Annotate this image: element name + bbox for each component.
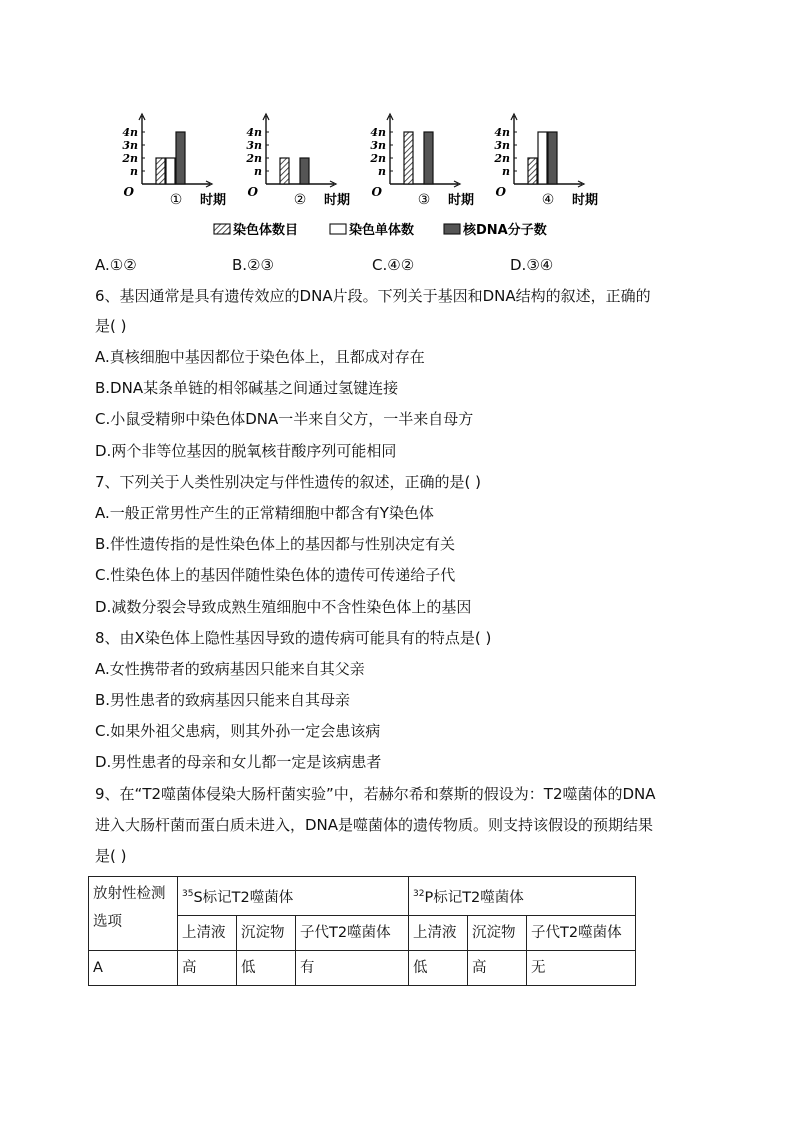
table-sub-header: 沉淀物	[468, 915, 527, 950]
bar-chromatid-count	[166, 158, 175, 184]
table-group-label: S标记T2噬菌体	[193, 889, 294, 906]
q6-option-b[interactable]: B.DNA某条单链的相邻碱基之间通过氢键连接	[95, 379, 399, 397]
legend-swatch	[444, 224, 460, 234]
q8-option-b[interactable]: B.男性患者的致病基因只能来自其母亲	[95, 691, 351, 709]
panel-number: ①	[169, 192, 183, 208]
q8-option-a[interactable]: A.女性携带者的致病基因只能来自其父亲	[95, 660, 365, 678]
origin-label: O	[495, 185, 506, 199]
bar-chromosome-count	[156, 158, 165, 184]
isotope-superscript: 35	[182, 889, 194, 899]
y-tick-label: 4n	[122, 126, 138, 139]
q8-option-d[interactable]: D.男性患者的母亲和女儿都一定是该病患者	[95, 753, 382, 771]
panel-number: ③	[417, 192, 431, 208]
q9-stem-line3: 是( )	[95, 847, 127, 865]
q7-option-a[interactable]: A.一般正常男性产生的正常精细胞中都含有Y染色体	[95, 504, 434, 522]
q7-option-d[interactable]: D.减数分裂会导致成熟生殖细胞中不含性染色体上的基因	[95, 598, 472, 616]
figure-panel	[369, 114, 474, 208]
chromosome-dna-bar-figure	[118, 100, 638, 248]
bar-chromatid-count	[538, 132, 547, 184]
x-axis-label: 时期	[324, 193, 351, 208]
origin-label: O	[123, 185, 134, 199]
x-axis-label: 时期	[448, 193, 475, 208]
table-cell: 低	[409, 950, 468, 985]
y-tick-label: n	[254, 165, 262, 178]
table-sub-header: 上清液	[409, 915, 468, 950]
isotope-superscript: 32	[413, 889, 425, 899]
table-cell: 低	[237, 950, 296, 985]
q5-options	[95, 256, 655, 276]
y-tick-label: 2n	[246, 152, 262, 165]
table-group-35s	[178, 877, 409, 916]
q9-results-table	[88, 876, 636, 986]
q9-stem-line2: 进入大肠杆菌而蛋白质未进入，DNA是噬菌体的遗传物质。则支持该假设的预期结果	[95, 816, 654, 834]
bar-chromosome-count	[280, 158, 289, 184]
legend-label: 核DNA分子数	[463, 223, 547, 238]
y-tick-label: n	[502, 165, 510, 178]
q8-stem: 8、由X染色体上隐性基因导致的遗传病可能具有的特点是( )	[95, 629, 492, 647]
x-axis-label: 时期	[572, 193, 599, 208]
legend-swatch	[330, 224, 346, 234]
table-sub-header: 上清液	[178, 915, 237, 950]
legend-label: 染色单体数	[349, 223, 415, 238]
y-tick-label: 4n	[370, 126, 386, 139]
table-cell: 高	[468, 950, 527, 985]
table-cell: 高	[178, 950, 237, 985]
bar-dna-count	[424, 132, 433, 184]
legend-label: 染色体数目	[233, 223, 299, 238]
table-sub-header: 子代T2噬菌体	[527, 915, 636, 950]
legend-swatch	[214, 224, 230, 234]
table-group-32p	[409, 877, 636, 916]
y-tick-label: 3n	[370, 139, 386, 152]
y-tick-label: 2n	[494, 152, 510, 165]
table-sub-header: 子代T2噬菌体	[296, 915, 409, 950]
origin-label: O	[247, 185, 258, 199]
q5-option-b[interactable]: B.②③	[232, 256, 274, 274]
q6-stem-line2: 是( )	[95, 317, 127, 335]
table-sub-header: 沉淀物	[237, 915, 296, 950]
y-tick-label: 2n	[122, 152, 138, 165]
y-tick-label: n	[378, 165, 386, 178]
y-tick-label: 3n	[122, 139, 138, 152]
q9-stem-line1: 9、在“T2噬菌体侵染大肠杆菌实验”中，若赫尔希和蔡斯的假设为：T2噬菌体的DNA	[95, 785, 656, 803]
y-tick-label: 4n	[494, 126, 510, 139]
panel-number: ④	[541, 192, 555, 208]
table-group-label: P标记T2噬菌体	[424, 889, 524, 906]
x-axis-label: 时期	[200, 193, 227, 208]
y-tick-label: n	[130, 165, 138, 178]
q6-option-a[interactable]: A.真核细胞中基因都位于染色体上，且都成对存在	[95, 348, 425, 366]
q6-stem-line1: 6、基因通常是具有遗传效应的DNA片段。下列关于基因和DNA结构的叙述，正确的	[95, 287, 651, 305]
bar-dna-count	[176, 132, 185, 184]
bar-chromosome-count	[404, 132, 413, 184]
q7-option-c[interactable]: C.性染色体上的基因伴随性染色体的遗传可传递给子代	[95, 566, 456, 584]
q5-option-d[interactable]: D.③④	[510, 256, 554, 274]
q5-option-c[interactable]: C.④②	[372, 256, 415, 274]
figure-panel	[493, 114, 598, 208]
y-tick-label: 3n	[246, 139, 262, 152]
q8-option-c[interactable]: C.如果外祖父患病，则其外孙一定会患该病	[95, 722, 381, 740]
y-tick-label: 3n	[494, 139, 510, 152]
panel-number: ②	[293, 192, 307, 208]
figure-panel	[121, 114, 226, 208]
table-head-first: 放射性检测选项	[89, 877, 178, 951]
bar-dna-count	[300, 158, 309, 184]
q5-option-a[interactable]: A.①②	[95, 256, 137, 274]
q7-stem: 7、下列关于人类性别决定与伴性遗传的叙述，正确的是( )	[95, 473, 482, 491]
bar-dna-count	[548, 132, 557, 184]
q7-option-b[interactable]: B.伴性遗传指的是性染色体上的基因都与性别决定有关	[95, 535, 456, 553]
q6-option-d[interactable]: D.两个非等位基因的脱氧核苷酸序列可能相同	[95, 442, 397, 460]
origin-label: O	[371, 185, 382, 199]
y-tick-label: 4n	[246, 126, 262, 139]
table-cell: 无	[527, 950, 636, 985]
y-tick-label: 2n	[370, 152, 386, 165]
table-cell: 有	[296, 950, 409, 985]
bar-chromosome-count	[528, 158, 537, 184]
table-row	[89, 950, 636, 985]
figure-panel	[245, 114, 350, 208]
q6-option-c[interactable]: C.小鼠受精卵中染色体DNA一半来自父方，一半来自母方	[95, 410, 474, 428]
figure-legend	[214, 222, 547, 238]
table-cell: A	[89, 950, 178, 985]
